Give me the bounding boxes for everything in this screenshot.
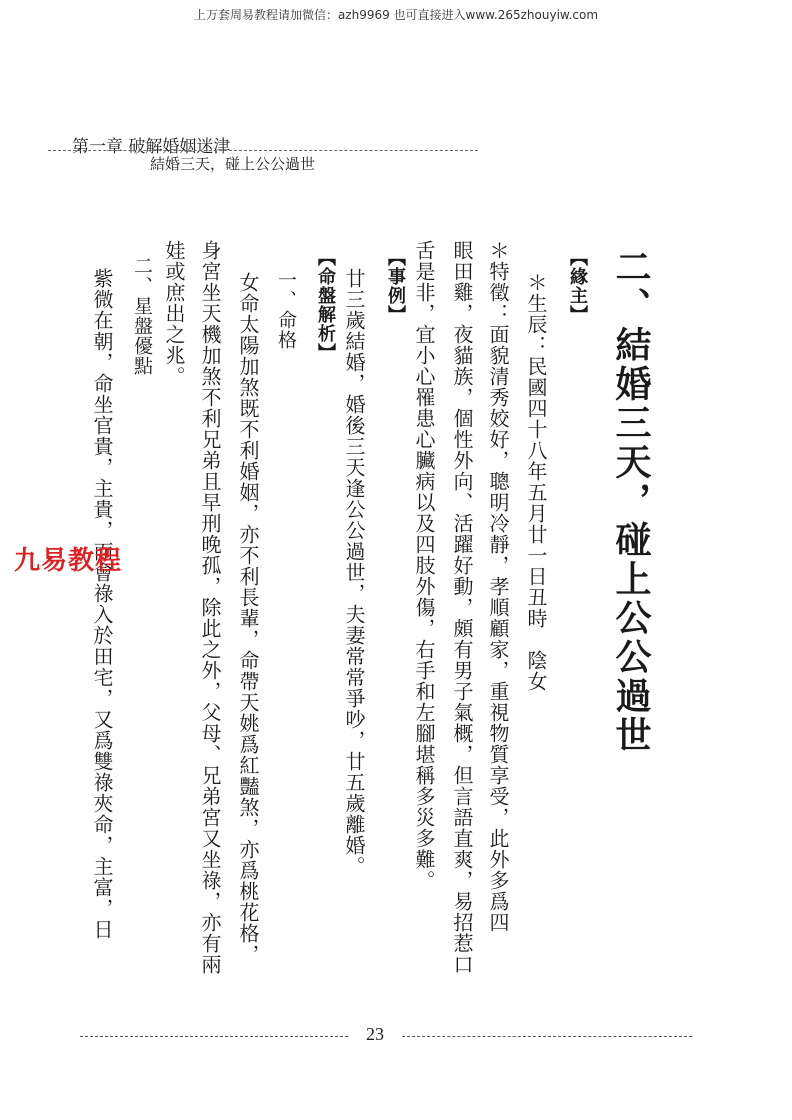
case-label: 【事例】 — [385, 248, 406, 324]
page-number: 23 — [366, 1024, 384, 1044]
trait-line-3: 舌是非，宜小心罹患心臟病以及四肢外傷，右手和左腳堪稱多災多難。 — [412, 240, 436, 891]
chapter-heading: 第一章 破解婚姻迷津 — [72, 137, 231, 157]
top-banner: 上万套周易教程请加微信：azh9969 也可直接进入www.265zhouyiw.com — [193, 8, 599, 22]
case-text: 廿三歲結婚，婚後三天逢公公過世，夫妻常常爭吵，廿五歲離婚。 — [342, 268, 366, 877]
section-2-heading: 二、星盤優點 — [131, 256, 153, 376]
watermark-logo: 九易教程 — [14, 546, 123, 576]
footer-rule-left — [80, 1036, 348, 1037]
subject-label: 【緣主】 — [567, 248, 588, 324]
trait-line-1: ＊特徵：面貌清秀姣好，聰明冷靜，孝順顧家，重視物質享受，此外多爲四 — [486, 240, 510, 933]
analysis-label: 【命盤解析】 — [315, 248, 336, 362]
header-divider — [48, 150, 478, 151]
trait-line-2: 眼田雞，夜貓族，個性外向、活躍好動，頗有男子氣概，但言語直爽，易招惹口 — [450, 240, 474, 975]
section-1-heading: 一、命格 — [275, 270, 297, 350]
birth-line: ＊生辰：民國四十八年五月廿一日丑時 陰女 — [524, 272, 548, 692]
analysis-line-2: 身宮坐天機加煞不利兄弟且早刑晚孤，除此之外，父母、兄弟宮又坐祿，亦有兩 — [198, 240, 222, 975]
article-title: 二、結婚三天，碰上公公過世 — [610, 248, 651, 755]
analysis-line-3: 娃或庶出之兆。 — [162, 240, 186, 387]
analysis-line-1: 女命太陽加煞既不利婚姻，亦不利長輩，命帶天姚爲紅豔煞，亦爲桃花格， — [236, 272, 260, 965]
running-subheading: 結婚三天，碰上公公過世 — [150, 155, 316, 173]
merit-line: 紫微在朝，命坐官貴，主貴，而會祿入於田宅，又爲雙祿夾命，主富，日 — [90, 268, 114, 940]
footer-rule-right — [402, 1036, 692, 1037]
